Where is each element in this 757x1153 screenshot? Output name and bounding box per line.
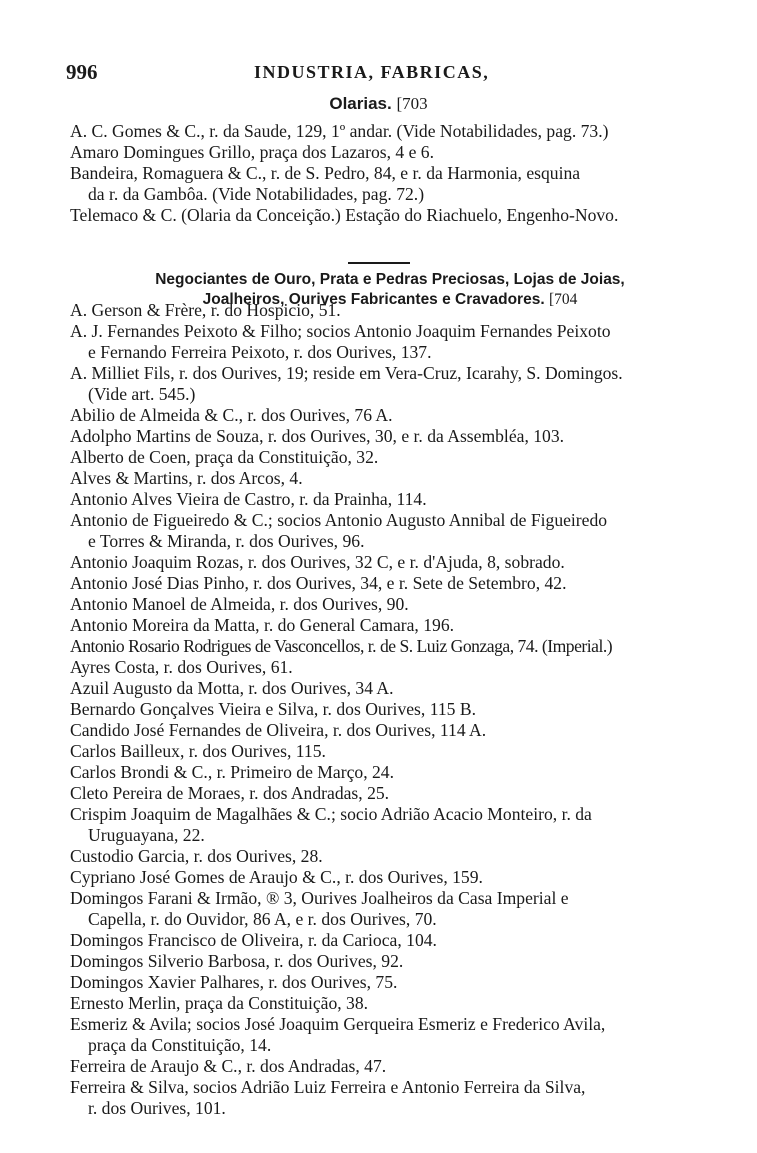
list-item: Antonio Alves Vieira de Castro, r. da Prainha, 114.: [70, 489, 427, 509]
list-item: A. J. Fernandes Peixoto & Filho; socios Antonio Joaquim Fernandes Peixoto: [70, 321, 611, 341]
list-item: A. C. Gomes & C., r. da Saude, 129, 1º andar. (Vide Notabilidades, pag. 73.): [70, 121, 609, 141]
list-item: Ferreira & Silva, socios Adrião Luiz Ferreira e Antonio Ferreira da Silva,: [70, 1077, 586, 1097]
list-item: Antonio Joaquim Rozas, r. dos Ourives, 32 C, e r. d'Ajuda, 8, sobrado.: [70, 552, 565, 572]
list-item: Alves & Martins, r. dos Arcos, 4.: [70, 468, 303, 488]
list-item: e Torres & Miranda, r. dos Ourives, 96.: [88, 531, 365, 551]
list-item: Carlos Bailleux, r. dos Ourives, 115.: [70, 741, 326, 761]
section-ref: [703: [396, 94, 428, 113]
list-item: Telemaco & C. (Olaria da Conceição.) Estação do Riachuelo, Engenho-Novo.: [70, 205, 619, 225]
list-item: Ferreira de Araujo & C., r. dos Andradas, 47.: [70, 1056, 387, 1076]
olarias-list: [70, 121, 710, 226]
list-item: Esmeriz & Avila; socios José Joaquim Gerqueira Esmeriz e Frederico Avila,: [70, 1014, 606, 1034]
list-item: Domingos Silverio Barbosa, r. dos Ourives, 92.: [70, 951, 404, 971]
list-item: Bernardo Gonçalves Vieira e Silva, r. dos Ourives, 115 B.: [70, 699, 476, 719]
section-title-line2: Joalheiros, Ourives Fabricantes e Cravadores.: [202, 291, 545, 308]
section-title-olarias: [0, 94, 757, 114]
list-item: Capella, r. do Ouvidor, 86 A, e r. dos Ourives, 70.: [88, 909, 437, 929]
page-header: [66, 60, 706, 88]
negociantes-list: [70, 300, 710, 1119]
list-item: Domingos Francisco de Oliveira, r. da Carioca, 104.: [70, 930, 437, 950]
list-item: Domingos Farani & Irmão, ® 3, Ourives Joalheiros da Casa Imperial e: [70, 888, 569, 908]
list-item: Ernesto Merlin, praça da Constituição, 38.: [70, 993, 369, 1013]
list-item: Cypriano José Gomes de Araujo & C., r. dos Ourives, 159.: [70, 867, 483, 887]
list-item: Abilio de Almeida & C., r. dos Ourives, 76 A.: [70, 405, 393, 425]
list-item: Amaro Domingues Grillo, praça dos Lazaros, 4 e 6.: [70, 142, 434, 162]
list-item: A. Gerson & Frère, r. do Hospicio, 51.: [70, 300, 341, 320]
list-item: r. dos Ourives, 101.: [88, 1098, 226, 1118]
section-divider: [348, 262, 410, 264]
list-item: Antonio Manoel de Almeida, r. dos Ourives, 90.: [70, 594, 409, 614]
list-item: praça da Constituição, 14.: [88, 1035, 272, 1055]
list-item: Custodio Garcia, r. dos Ourives, 28.: [70, 846, 323, 866]
list-item: Antonio Moreira da Matta, r. do General Camara, 196.: [70, 615, 455, 635]
list-item: Candido José Fernandes de Oliveira, r. dos Ourives, 114 A.: [70, 720, 487, 740]
list-item: Cleto Pereira de Moraes, r. dos Andradas, 25.: [70, 783, 390, 803]
list-item: Azuil Augusto da Motta, r. dos Ourives, 34 A.: [70, 678, 394, 698]
list-item: Bandeira, Romaguera & C., r. de S. Pedro, 84, e r. da Harmonia, esquina: [70, 163, 581, 183]
list-item: (Vide art. 545.): [88, 384, 196, 404]
list-item: Adolpho Martins de Souza, r. dos Ourives, 30, e r. da Assembléa, 103.: [70, 426, 565, 446]
list-item: Domingos Xavier Palhares, r. dos Ourives, 75.: [70, 972, 398, 992]
section-ref: [704: [548, 291, 578, 308]
page-number: 996: [66, 60, 98, 84]
list-item: Alberto de Coen, praça da Constituição, 32.: [70, 447, 379, 467]
list-item: e Fernando Ferreira Peixoto, r. dos Ourives, 137.: [88, 342, 432, 362]
list-item: Ayres Costa, r. dos Ourives, 61.: [70, 657, 293, 677]
section-title-line1: Negociantes de Ouro, Prata e Pedras Preciosas, Lojas de Joias,: [155, 271, 625, 288]
running-head: INDUSTRIA, FABRICAS,: [254, 62, 490, 82]
list-item: Antonio Rosario Rodrigues de Vasconcellos, r. de S. Luiz Gonzaga, 74. (Imperial.): [70, 636, 613, 656]
list-item: Antonio de Figueiredo & C.; socios Antonio Augusto Annibal de Figueiredo: [70, 510, 608, 530]
list-item: Carlos Brondi & C., r. Primeiro de Março, 24.: [70, 762, 394, 782]
list-item: Antonio José Dias Pinho, r. dos Ourives, 34, e r. Sete de Setembro, 42.: [70, 573, 567, 593]
list-item: Crispim Joaquim de Magalhães & C.; socio Adrião Acacio Monteiro, r. da: [70, 804, 592, 824]
section-title-text: Olarias.: [329, 94, 392, 113]
list-item: Uruguayana, 22.: [88, 825, 205, 845]
list-item: A. Milliet Fils, r. dos Ourives, 19; reside em Vera-Cruz, Icarahy, S. Domingos.: [70, 363, 623, 383]
list-item: da r. da Gambôa. (Vide Notabilidades, pag. 72.): [88, 184, 425, 204]
